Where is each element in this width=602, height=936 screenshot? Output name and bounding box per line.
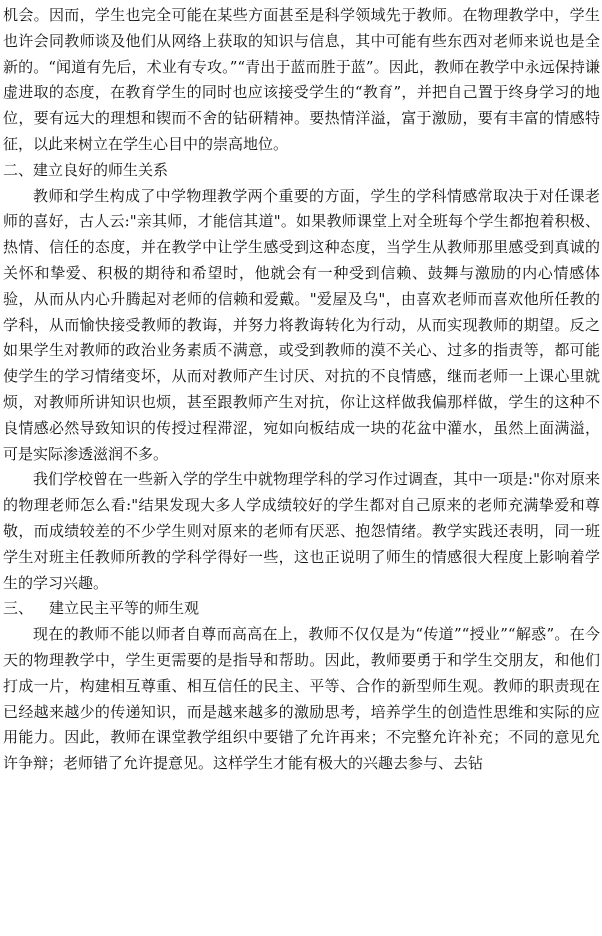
- paragraph-survey: 我们学校曾在一些新入学的学生中就物理学科的学习作过调查，其中一项是:"你对原来的物理老师怎么看:"结果发现大多人学成绩较好的学生都对自己原来的老师充满挚爱和尊敬，而成绩较差的不少学生则对原来的老师有厌恶、抱怨情绪。教学实践还表明，同一班学生对班主任教师所教的学科学得好一些，这也正说明了师生的情感很大程度上影响着学生的学习兴趣。: [3, 470, 600, 592]
- section-heading-3: [3, 596, 600, 622]
- paragraph-democratic-equality: 现在的教师不能以师者自尊而高高在上，教师不仅仅是为“传道”“授业”“解惑”。在今天的物理教学中，学生更需要的是指导和帮助。因此，教师要勇于和学生交朋友，和他们打成一片，构建相互尊重、相互信任的民主、平等、合作的新型师生观。教师的职责现在已经越来越少的传递知识，而是越来越多的激励思考，培养学生的创造性思维和实际的应用能力。因此，教师在课堂教学组织中要错了允许再来；不完整允许补充；不同的意见允许争辩；老师错了允许提意见。这样学生才能有极大的兴趣去参与、去钻: [3, 625, 600, 773]
- section-number: 二、: [3, 160, 34, 179]
- section-title: 建立民主平等的师生观: [49, 599, 200, 618]
- section-title: 建立良好的师生关系: [33, 160, 169, 179]
- section-heading-2: [3, 158, 600, 184]
- section-number: 三、: [3, 599, 34, 618]
- paragraph-teacher-student-relationship: 教师和学生构成了中学物理教学两个重要的方面，学生的学科情感常取决于对任课老师的喜好，古人云:"亲其师，才能信其道"。如果教师课堂上对全班每个学生都抱着积极、热情、信任的态度，并在教学中让学生感受到这种态度，当学生从教师那里感受到真诚的关怀和挚爱、积极的期待和希望时，他就会有一种受到信赖、鼓舞与激励的内心情感体验，从而从内心升腾起对老师的信赖和爱戴。"爱屋及乌"，由喜欢老师而喜欢他所任教的学科，从而愉快接受教师的教诲，并努力将教诲转化为行动，从而实现教师的期望。反之如果学生对教师的政治业务素质不满意，或受到教师的漠不关心、过多的指责等，都可能使学生的学习情绪变坏，从而对教师产生讨厌、对抗的不良情感，继而老师一上课心里就烦，对教师所讲知识也烦，甚至跟教师产生对抗，你让这样做我偏那样做，学生的这种不良情感必然导致知识的传授过程滞涩，宛如向板结成一块的花盆中灌水，虽然上面满溢，可是实际渗透滋润不多。: [3, 186, 600, 463]
- paragraph-continuation: 机会。因而，学生也完全可能在某些方面甚至是科学领域先于教师。在物理教学中，学生也许会同教师谈及他们从网络上获取的知识与信息，其中可能有些东西对老师来说也是全新的。“闻道有先后，术业有专攻。”“青出于蓝而胜于蓝”。因此，教师在教学中永远保持谦虚进取的态度，在教育学生的同时也应该接受学生的“教育”，并把自己置于终身学习的地位，要有远大的理想和锲而不舍的钻研精神。要热情洋溢，富于激励，要有丰富的情感特征，以此来树立在学生心目中的崇高地位。: [3, 6, 600, 153]
